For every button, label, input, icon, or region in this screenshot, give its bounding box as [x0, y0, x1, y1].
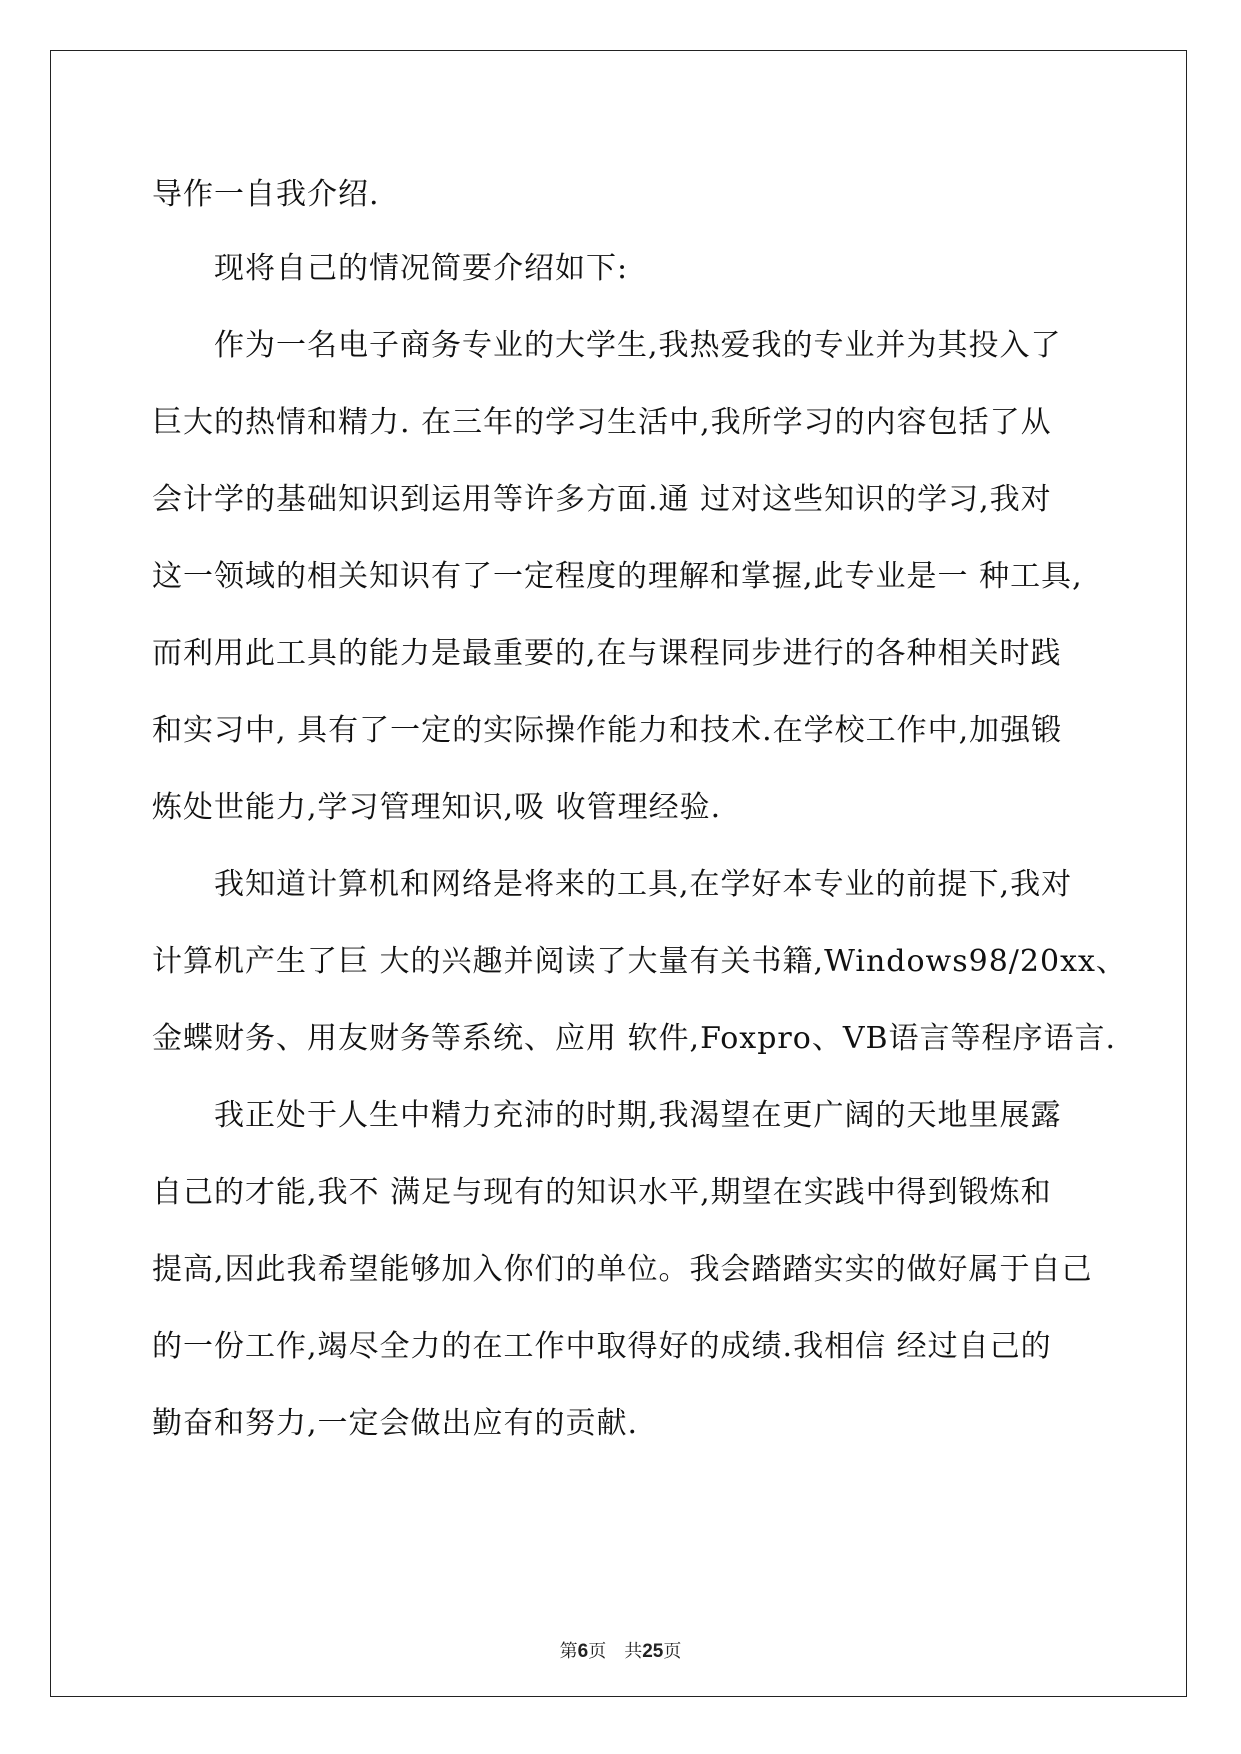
text-line: 勤奋和努力,一定会做出应有的贡献.	[152, 1406, 639, 1441]
text-line: 炼处世能力,学习管理知识,吸 收管理经验.	[152, 790, 722, 825]
text-line: 的一份工作,竭尽全力的在工作中取得好的成绩.我相信 经过自己的	[152, 1329, 1052, 1364]
paragraph-first-line: 作为一名电子商务专业的大学生,我热爱我的专业并为其投入了	[214, 328, 1062, 363]
page-current: 6	[577, 1641, 589, 1662]
text-line: 而利用此工具的能力是最重要的,在与课程同步进行的各种相关时践	[152, 636, 1062, 671]
page-footer	[0, 1637, 1241, 1663]
total-prefix: 共	[624, 1641, 643, 1661]
text-line: 会计学的基础知识到运用等许多方面.通 过对这些知识的学习,我对	[152, 482, 1052, 517]
document-body	[152, 160, 1127, 1462]
text-line: 计算机产生了巨 大的兴趣并阅读了大量有关书籍,Windows98/20xx、	[152, 944, 1127, 979]
paragraph-first-line: 我知道计算机和网络是将来的工具,在学好本专业的前提下,我对	[214, 867, 1073, 902]
text-line: 这一领域的相关知识有了一定程度的理解和掌握,此专业是一 种工具,	[152, 559, 1083, 594]
text-line: 金蝶财务、用友财务等系统、应用 软件,Foxpro、VB语言等程序语言.	[152, 1021, 1117, 1056]
text-line: 和实习中, 具有了一定的实际操作能力和技术.在学校工作中,加强锻	[152, 713, 1063, 748]
text-line: 提高,因此我希望能够加入你们的单位。我会踏踏实实的做好属于自己	[152, 1252, 1093, 1287]
page-unit: 页	[588, 1641, 607, 1661]
page-total: 25	[642, 1641, 664, 1662]
total-unit: 页	[663, 1641, 682, 1661]
paragraph-first-line: 我正处于人生中精力充沛的时期,我渴望在更广阔的天地里展露	[214, 1098, 1062, 1133]
text-line: 自己的才能,我不 满足与现有的知识水平,期望在实践中得到锻炼和	[152, 1175, 1052, 1210]
text-line: 导作一自我介绍.	[152, 177, 380, 212]
page-prefix: 第	[559, 1641, 578, 1661]
paragraph-first-line: 现将自己的情况简要介绍如下:	[214, 251, 629, 286]
text-line: 巨大的热情和精力. 在三年的学习生活中,我所学习的内容包括了从	[152, 405, 1052, 440]
